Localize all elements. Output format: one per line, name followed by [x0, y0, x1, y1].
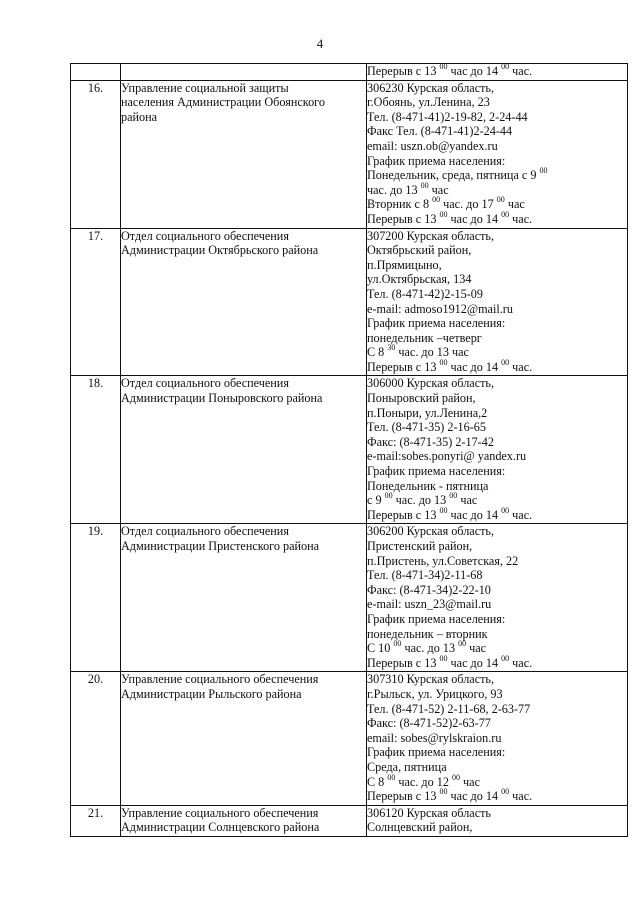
contact-text: Тел. (8-471-41)2-19-82, 2-24-44: [367, 109, 528, 124]
contact-text: e-mail:sobes.ponyri@ yandex.ru: [367, 449, 527, 464]
row-number: 20.: [71, 672, 121, 805]
contact-text: Перерыв с 13: [367, 211, 440, 226]
organization-name-line: района: [121, 109, 158, 124]
organization-name-line: Администрации Пристенского района: [121, 539, 320, 553]
organization-name-cell: [121, 805, 367, 836]
contact-info-cell: [367, 80, 628, 228]
contact-text: 306230 Курская область,: [367, 80, 495, 95]
time-minutes-superscript: 00: [439, 357, 448, 367]
contact-info-line: [367, 197, 627, 212]
contact-text: час. до 13: [392, 493, 450, 508]
contact-text: Среда, пятница: [367, 759, 447, 774]
contact-info-line: [367, 820, 627, 835]
contact-text: час.: [509, 211, 533, 226]
contact-info-cell: [367, 64, 628, 81]
contact-info-line: [367, 110, 627, 125]
contact-info-line: [367, 627, 627, 642]
contact-text: час: [466, 641, 487, 656]
contact-info-line: [367, 568, 627, 583]
contact-text: График приема населения:: [367, 611, 506, 626]
contact-text: Перерыв с 13: [367, 507, 440, 522]
contact-text: Факс Тел. (8-471-41)2-24-44: [367, 124, 513, 139]
table-row: [71, 524, 628, 672]
contact-text: Перерыв с 13: [367, 655, 440, 670]
contact-text: Октябрьский район,: [367, 243, 472, 258]
table-row: [71, 64, 628, 81]
time-minutes-superscript: 00: [439, 653, 448, 663]
contact-text: час: [428, 182, 449, 197]
organizations-table: [70, 63, 628, 837]
time-minutes-superscript: 00: [384, 491, 393, 501]
contact-text: г.Обоянь, ул.Ленина, 23: [367, 95, 490, 110]
contact-text: час до 14: [447, 64, 502, 78]
organization-name-line: Управление социального обеспечения: [121, 805, 319, 820]
organization-name-cell: [121, 80, 367, 228]
organization-name-line: Администрации Рыльского района: [121, 686, 302, 701]
time-minutes-superscript: 00: [420, 180, 429, 190]
contact-info-line: [367, 168, 627, 183]
time-minutes-superscript: 00: [393, 639, 402, 649]
contact-info-line: [367, 745, 627, 760]
time-minutes-superscript: 00: [458, 639, 467, 649]
time-minutes-superscript: 00: [387, 772, 396, 782]
time-minutes-superscript: 00: [496, 195, 505, 205]
time-minutes-superscript: 00: [501, 209, 510, 219]
contact-text: п.Пристень, ул.Советская, 22: [367, 553, 519, 568]
contact-info-line: [367, 493, 627, 508]
contact-text: 306000 Курская область,: [367, 376, 495, 391]
contact-info-line: [367, 702, 627, 717]
contact-info-line: [367, 539, 627, 554]
contact-info-line: [367, 479, 627, 494]
contact-text: e-mail: admoso1912@mail.ru: [367, 301, 513, 316]
contact-text: час. до 13: [367, 182, 421, 197]
table-row: [71, 672, 628, 805]
contact-info-line: [367, 641, 627, 656]
time-minutes-superscript: 00: [501, 357, 510, 367]
contact-info-line: [367, 154, 627, 169]
organization-name-line: Управление социальной защиты: [121, 80, 289, 95]
organization-name-cell: [121, 64, 367, 81]
contact-text: Перерыв с 13: [367, 64, 440, 78]
contact-text: с 9: [367, 493, 385, 508]
time-minutes-superscript: 00: [432, 195, 441, 205]
time-minutes-superscript: 00: [501, 62, 510, 71]
contact-text: 307310 Курская область,: [367, 672, 495, 687]
contact-text: понедельник – вторник: [367, 626, 488, 641]
contact-text: час до 14: [447, 789, 502, 804]
table-row: [71, 376, 628, 524]
contact-info-line: [367, 806, 627, 821]
page-number: 4: [316, 36, 324, 51]
contact-info-line: [367, 406, 627, 421]
contact-info-line: [367, 687, 627, 702]
row-number: [71, 64, 121, 81]
organization-name-line: Администрации Солнцевского района: [121, 820, 320, 835]
contact-info-line: [367, 449, 627, 464]
contact-info-line: [367, 124, 627, 139]
time-minutes-superscript: 00: [501, 653, 510, 663]
contact-info-cell: [367, 524, 628, 672]
contact-info-line: [367, 612, 627, 627]
contact-text: График приема населения:: [367, 316, 506, 331]
contact-text: График приема населения:: [367, 745, 506, 760]
contact-info-cell: [367, 228, 628, 376]
contact-info-cell: [367, 376, 628, 524]
contact-text: час до 14: [447, 655, 502, 670]
contact-text: Тел. (8-471-52) 2-11-68, 2-63-77: [367, 701, 531, 716]
contact-text: час.: [509, 789, 533, 804]
contact-info-line: [367, 524, 627, 539]
organization-name-line: Администрации Октябрьского района: [121, 243, 319, 258]
contact-text: Тел. (8-471-35) 2-16-65: [367, 420, 486, 435]
contact-text: Тел. (8-471-34)2-11-68: [367, 568, 483, 583]
contact-info-line: [367, 209, 627, 227]
contact-text: час до 14: [447, 211, 502, 226]
contact-text: График приема населения:: [367, 464, 506, 479]
contact-info-line: [367, 464, 627, 479]
row-number: 17.: [71, 228, 121, 376]
organization-name-line: Отдел социального обеспечения: [121, 228, 289, 243]
contact-text: 306200 Курская область,: [367, 524, 495, 539]
contact-info-line: [367, 331, 627, 346]
time-minutes-superscript: 00: [449, 491, 458, 501]
table-row: [71, 228, 628, 376]
contact-text: п.Поныри, ул.Ленина,2: [367, 405, 488, 420]
contact-info-line: [367, 229, 627, 244]
contact-text: Пристенский район,: [367, 539, 473, 553]
organization-name-cell: [121, 524, 367, 672]
contact-text: email: uszn.ob@yandex.ru: [367, 138, 498, 153]
contact-info-line: [367, 376, 627, 391]
contact-text: час. до 12: [395, 774, 452, 789]
time-minutes-superscript: 00: [439, 209, 448, 219]
contact-info-line: [367, 287, 627, 302]
row-number: 18.: [71, 376, 121, 524]
contact-info-cell: [367, 805, 628, 836]
organization-name-cell: [121, 228, 367, 376]
organization-name-line: Отдел социального обеспечения: [121, 376, 289, 391]
contact-text: Перерыв с 13: [367, 359, 440, 374]
contact-text: час.: [509, 359, 533, 374]
contact-text: час до 14: [447, 507, 502, 522]
contact-text: График приема населения:: [367, 153, 506, 168]
contact-text: 306120 Курская область: [367, 805, 491, 820]
contact-info-line: [367, 435, 627, 450]
contact-info-line: [367, 95, 627, 110]
contact-text: час.: [509, 655, 533, 670]
contact-info-line: [367, 420, 627, 435]
contact-info-line: [367, 583, 627, 598]
contact-info-line: [367, 357, 627, 375]
contact-text: email: sobes@rylskraion.ru: [367, 730, 502, 745]
contact-info-line: [367, 772, 627, 790]
contact-info-line: [367, 391, 627, 406]
contact-text: час.: [509, 64, 533, 78]
contact-text: час: [460, 774, 480, 789]
organization-name-line: Администрации Поныровского района: [121, 391, 323, 406]
contact-text: п.Прямицыно,: [367, 257, 442, 272]
row-number: 16.: [71, 80, 121, 228]
time-minutes-superscript: 00: [439, 787, 448, 797]
contact-info-line: [367, 505, 627, 523]
time-minutes-superscript: 00: [439, 505, 448, 515]
contact-text: час. до 13 час: [395, 345, 469, 360]
organization-name-cell: [121, 376, 367, 524]
contact-text: Перерыв с 13: [367, 789, 440, 804]
contact-text: час до 14: [447, 359, 502, 374]
contact-info-line: [367, 272, 627, 287]
contact-text: Факс: (8-471-52)2-63-77: [367, 716, 491, 731]
contact-text: час. до 17: [440, 197, 497, 212]
contact-text: Понедельник - пятница: [367, 478, 489, 493]
contact-text: час.: [509, 507, 533, 522]
organization-name-line: населения Администрации Обоянского: [121, 95, 325, 110]
contact-text: Тел. (8-471-42)2-15-09: [367, 286, 483, 301]
contact-text: Поныровский район,: [367, 391, 476, 406]
contact-info-line: [367, 64, 627, 79]
contact-text: понедельник –четверг: [367, 330, 482, 345]
time-minutes-superscript: 00: [501, 505, 510, 515]
contact-text: С 8: [367, 774, 388, 789]
contact-info-line: [367, 789, 627, 804]
organization-name-line: Управление социального обеспечения: [121, 672, 319, 687]
table-row: [71, 805, 628, 836]
organization-name-cell: [121, 672, 367, 805]
organization-name-line: Отдел социального обеспечения: [121, 524, 289, 539]
contact-text: 307200 Курская область,: [367, 228, 495, 243]
time-minutes-superscript: 30: [387, 343, 396, 353]
contact-text: час: [504, 197, 525, 212]
contact-info-line: [367, 316, 627, 331]
contact-info-line: [367, 81, 627, 96]
time-minutes-superscript: 00: [501, 787, 510, 797]
contact-text: г.Рыльск, ул. Урицкого, 93: [367, 686, 503, 701]
contact-text: час: [457, 493, 478, 508]
time-minutes-superscript: 00: [452, 772, 460, 782]
contact-info-line: [367, 653, 627, 671]
contact-text: Понедельник, среда, пятница с 9: [367, 168, 540, 183]
contact-info-line: [367, 716, 627, 731]
table-row: [71, 80, 628, 228]
contact-text: Факс: (8-471-34)2-22-10: [367, 582, 491, 597]
contact-text: e-mail: uszn_23@mail.ru: [367, 597, 492, 612]
contact-info-line: [367, 672, 627, 687]
contact-info-line: [367, 139, 627, 154]
contact-info-line: [367, 597, 627, 612]
contact-info-line: [367, 243, 627, 258]
contact-text: час. до 13: [401, 641, 459, 656]
contact-info-line: [367, 258, 627, 273]
contact-info-line: [367, 554, 627, 569]
row-number: 21.: [71, 805, 121, 836]
row-number: 19.: [71, 524, 121, 672]
contact-info-line: [367, 345, 627, 360]
contact-text: С 10: [367, 641, 394, 656]
time-minutes-superscript: 00: [539, 166, 548, 176]
contact-text: Вторник с 8: [367, 197, 433, 212]
contact-info-line: [367, 302, 627, 317]
contact-text: С 8: [367, 345, 388, 360]
contact-text: Солнцевский район,: [367, 820, 473, 835]
contact-info-line: [367, 760, 627, 775]
time-minutes-superscript: 00: [439, 62, 448, 71]
contact-text: Факс: (8-471-35) 2-17-42: [367, 434, 494, 449]
contact-info-cell: [367, 672, 628, 805]
contact-info-line: [367, 731, 627, 746]
contact-text: ул.Октябрьская, 134: [367, 272, 472, 287]
